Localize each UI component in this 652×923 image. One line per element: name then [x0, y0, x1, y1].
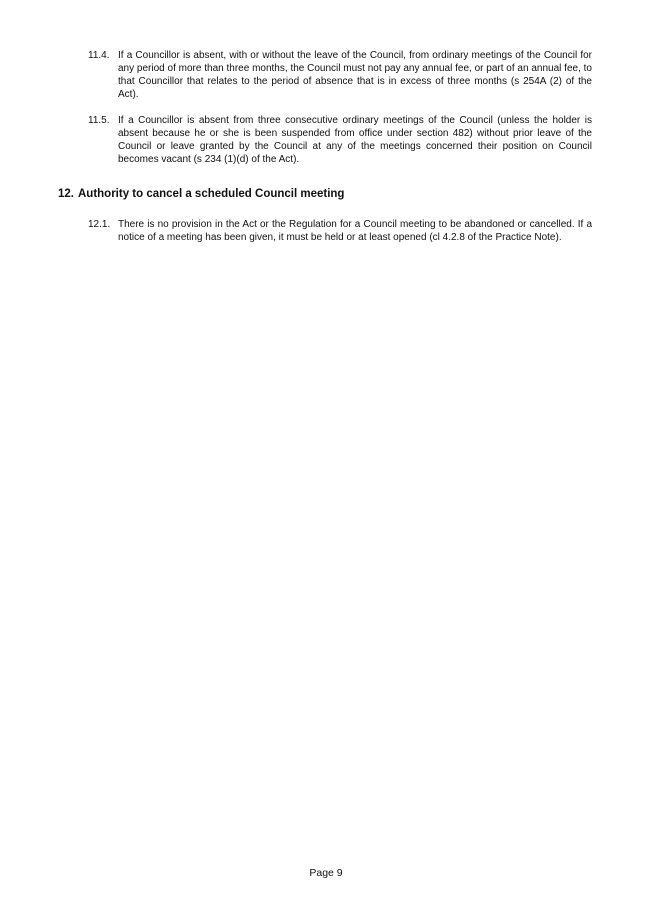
clause-number: 11.5. — [88, 115, 110, 126]
clause-text: If a Councillor is absent from three consecutive ordinary meetings of the Council (unless the holder is absent because he or she is been suspended from office under section 482) without prior leave of the Council or leave granted by the Council at any of the meetings concerned their position on Council becomes vacant (s 234 (1)(d) of the Act). — [118, 115, 592, 165]
page-number: Page 9 — [309, 867, 343, 879]
clause-number: 12.1. — [88, 219, 111, 230]
section-title: Authority to cancel a scheduled Council meeting — [78, 188, 345, 200]
clause-number: 11.4. — [88, 50, 110, 61]
clause-12-1 — [88, 218, 592, 244]
section-number: 12. — [58, 188, 74, 200]
clause-11-5 — [88, 114, 592, 166]
clause-text: There is no provision in the Act or the Regulation for a Council meeting to be abandoned or cancelled. If a notice of a meeting has been given, it must be held or at least opened (cl 4.2.8 of the Practice Note). — [118, 219, 592, 243]
clause-text: If a Councillor is absent, with or without the leave of the Council, from ordinary meetings of the Council for any period of more than three months, the Council must not pay any annual fee, or part of an annual fee, to that Councillor that relates to the period of absence that is in excess of three months (s 254A (2) of the Act). — [118, 50, 592, 100]
clause-11-4 — [88, 49, 592, 101]
section-heading — [58, 187, 598, 201]
